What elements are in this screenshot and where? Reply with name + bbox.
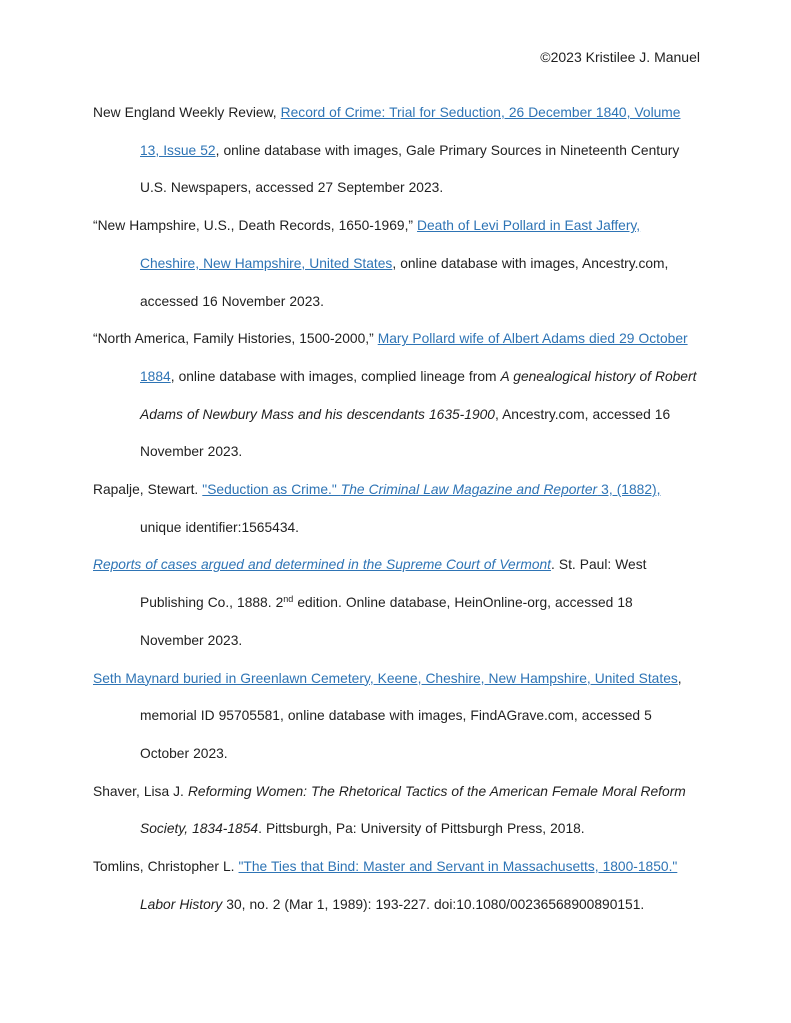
citation-entry <box>93 320 700 471</box>
citation-text: , online database with images, Ancestry.com, accessed 16 November 2023. <box>140 255 669 309</box>
citation-entry <box>93 848 700 923</box>
citation-link[interactable]: "The Ties that Bind: Master and Servant in Massachusetts, 1800-1850." <box>238 859 678 875</box>
citation-link[interactable]: Seth Maynard buried in Greenlawn Cemetery, Keene, Cheshire, New Hampshire, United States <box>93 670 678 686</box>
citation-text: , memorial ID 95705581, online database with images, FindAGrave.com, accessed 5 October 2023. <box>140 670 682 761</box>
citation-text: . St. Paul: West Publishing Co., 1888. 2 <box>140 557 647 611</box>
citation-link[interactable]: Reports of cases argued and determined in the Supreme Court of Vermont <box>93 557 552 573</box>
citation-text: “New Hampshire, U.S., Death Records, 1650-1969,” <box>93 218 418 234</box>
citation-text: A genealogical history of Robert Adams of Newbury Mass and his descendants 1635-1900 <box>140 368 697 422</box>
citation-entry <box>93 546 700 659</box>
citation-text: Labor History <box>140 896 223 912</box>
citation-link[interactable]: 3, (1882), <box>597 482 661 498</box>
citation-text: “North America, Family Histories, 1500-2000,” <box>93 331 378 347</box>
citation-text: New England Weekly Review, <box>93 105 281 120</box>
bibliography <box>93 94 700 923</box>
citation-text: unique identifier:1565434. <box>140 519 299 535</box>
citation-text: Reforming Women: The Rhetorical Tactics of the American Female Moral Reform Society, 1834-1854 <box>140 783 686 837</box>
citation-entry <box>93 773 700 848</box>
citation-text: edition. Online database, HeinOnline-org, accessed 18 November 2023. <box>140 595 633 648</box>
citation-entry <box>93 207 700 320</box>
citation-link[interactable]: Record of Crime: Trial for Seduction, 26 December 1840, Volume 13, Issue 52 <box>140 105 681 158</box>
citation-link[interactable]: The Criminal Law Magazine and Reporter <box>340 482 598 498</box>
copyright-header: ©2023 Kristilee J. Manuel <box>540 49 700 65</box>
citation-text: Tomlins, Christopher L. <box>93 859 239 875</box>
citation-link[interactable]: "Seduction as Crime." <box>202 482 341 498</box>
citation-text: 30, no. 2 (Mar 1, 1989): 193-227. doi:10.1080/00236568900890151. <box>222 896 645 912</box>
citation-text: Shaver, Lisa J. <box>93 783 188 799</box>
citation-link[interactable]: Mary Pollard wife of Albert Adams died 29 October 1884 <box>140 331 688 384</box>
citation-text: Rapalje, Stewart. <box>93 482 203 498</box>
citation-text: . Pittsburgh, Pa: University of Pittsburgh Press, 2018. <box>258 821 585 837</box>
citation-text: nd <box>283 594 294 605</box>
citation-link[interactable]: Death of Levi Pollard in East Jaffery, Cheshire, New Hampshire, United States <box>140 218 641 271</box>
citation-text: , online database with images, complied lineage from <box>170 368 501 384</box>
citation-entry <box>93 660 700 773</box>
citation-entry <box>93 94 700 207</box>
citation-entry <box>93 471 700 546</box>
citation-text: , online database with images, Gale Primary Sources in Nineteenth Century U.S. Newspapers, accessed 27 September 2023. <box>140 142 680 196</box>
citation-text: , Ancestry.com, accessed 16 November 2023. <box>140 406 671 460</box>
